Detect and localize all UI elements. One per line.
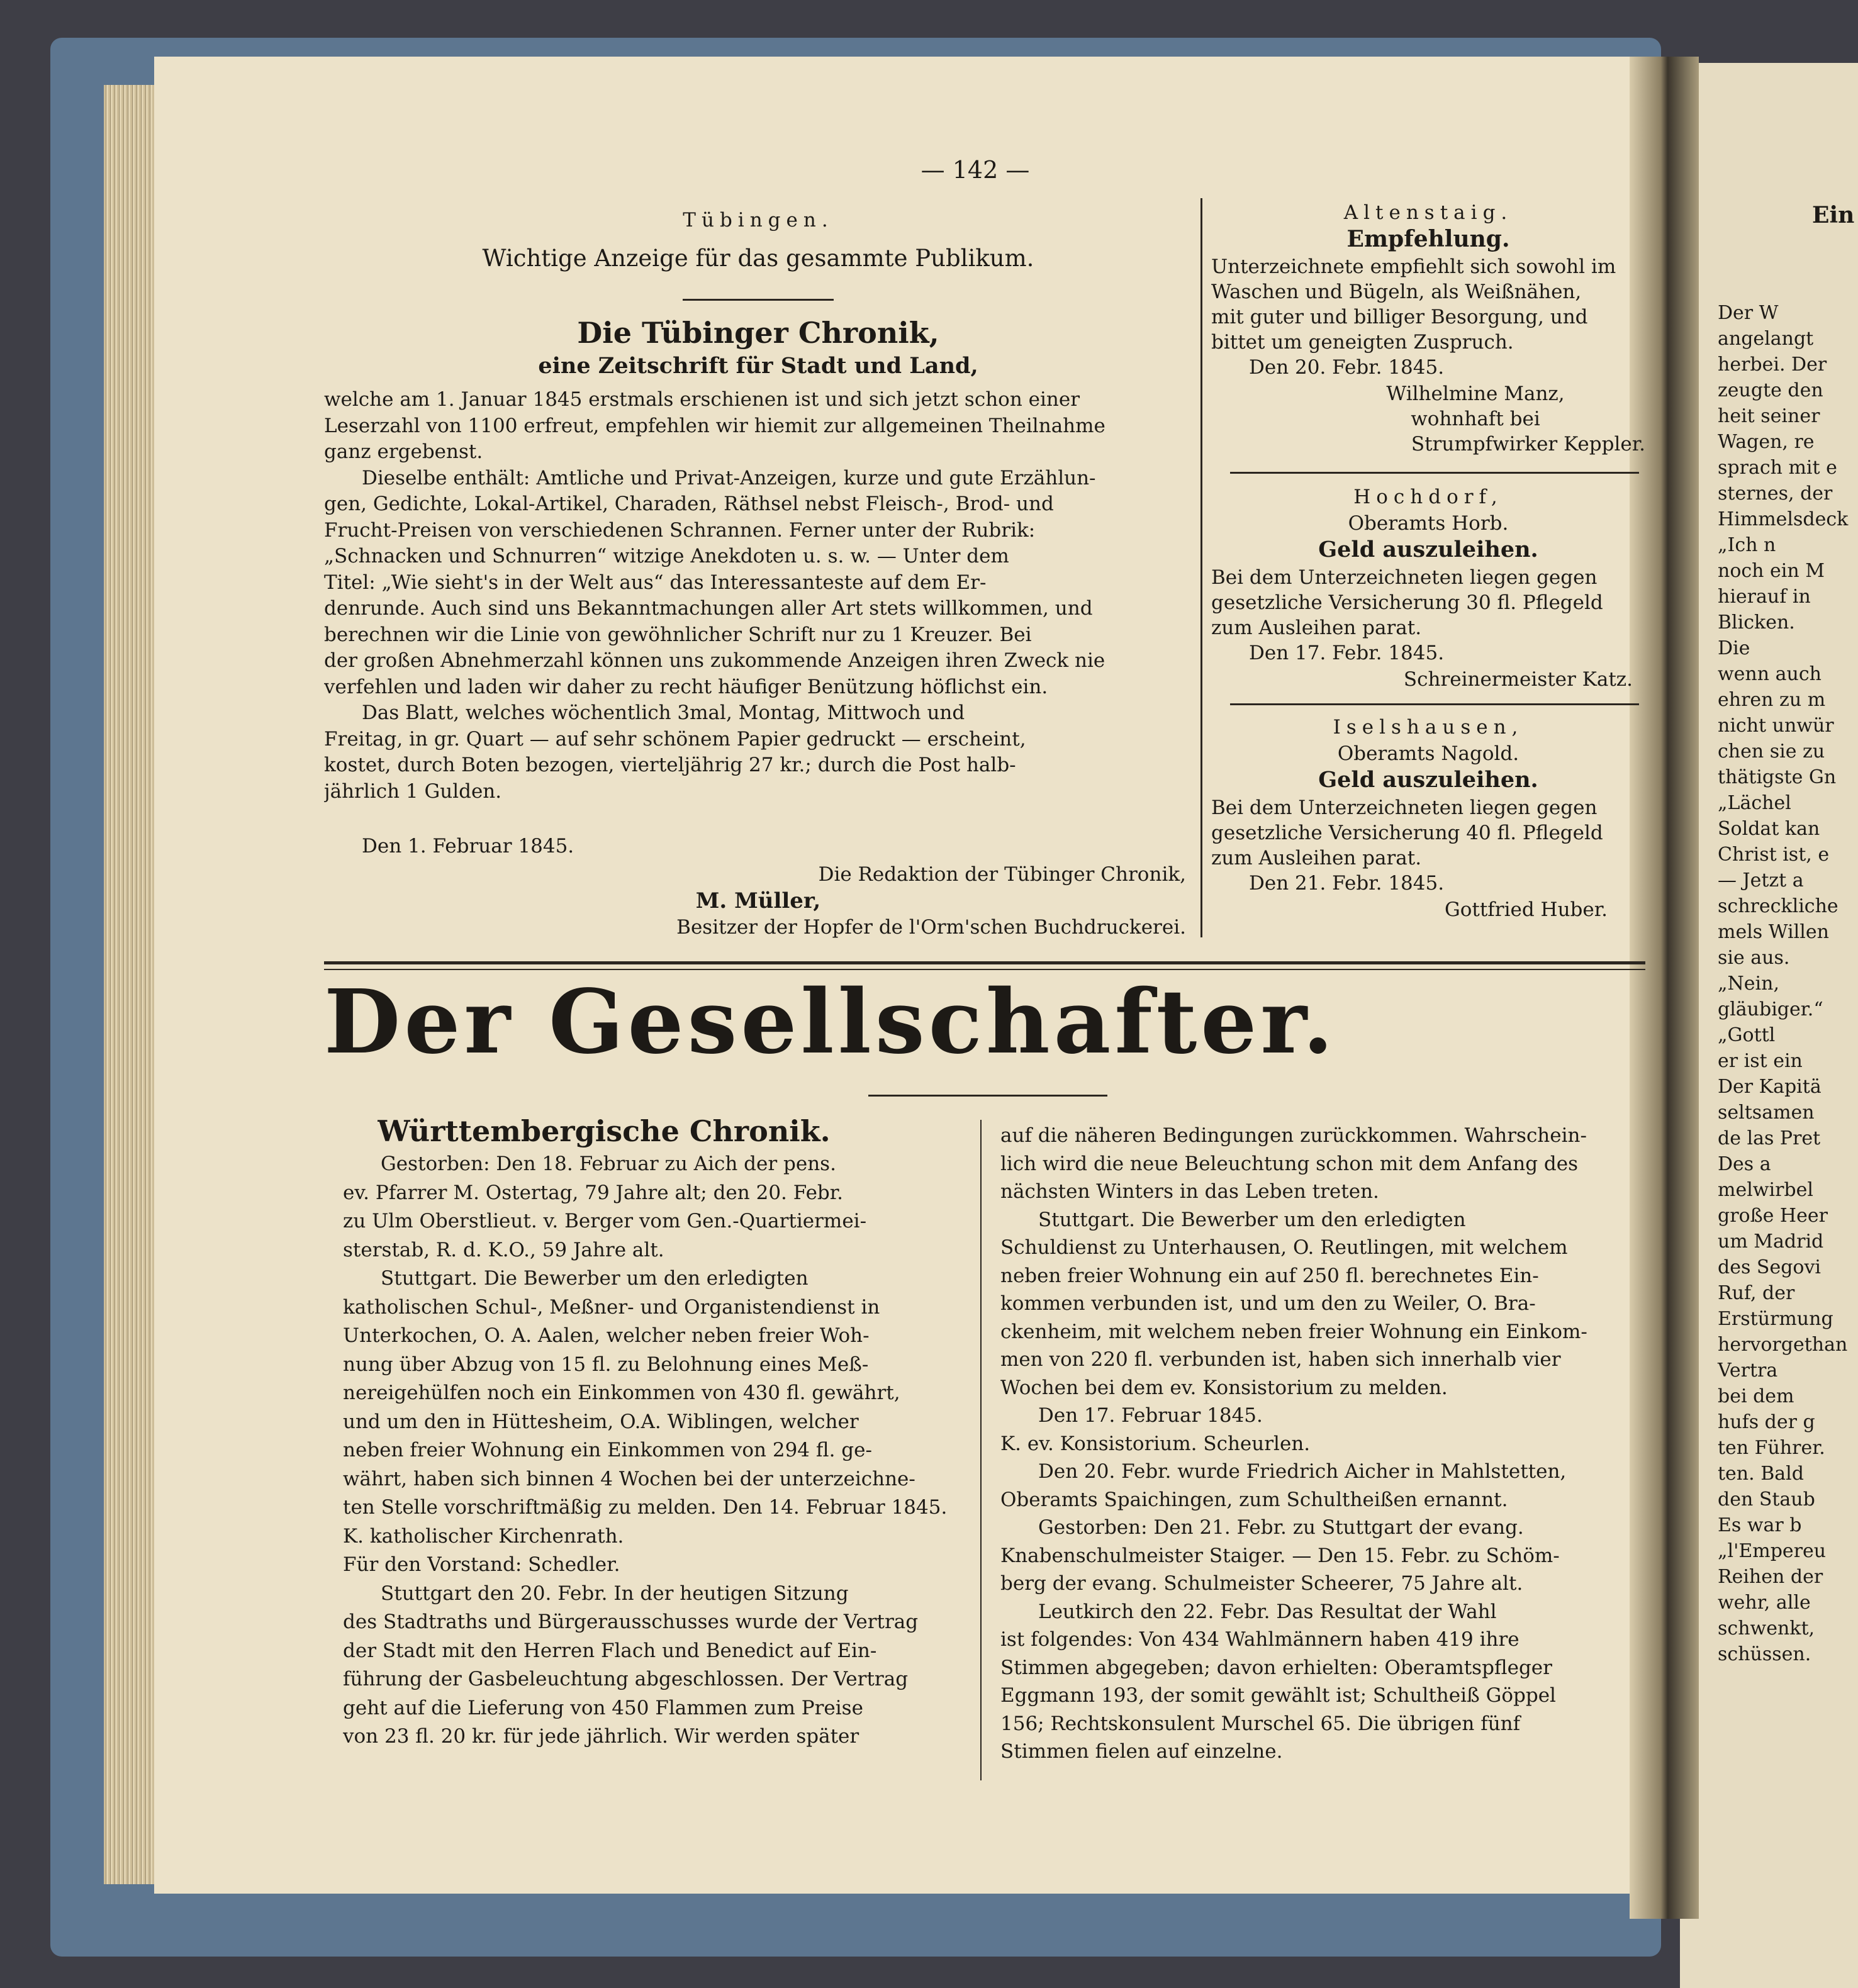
next-page-fragment: herbei. Der xyxy=(1718,354,1827,376)
chronik-text-line: Leutkirch den 22. Febr. Das Resultat der Wahl xyxy=(1038,1600,1497,1623)
chronik-text-line: sterstab, R. d. K.O., 59 Jahre alt. xyxy=(343,1238,664,1261)
tuebinger-chronik-ad xyxy=(324,208,1192,950)
next-page-fragment: schüssen. xyxy=(1718,1643,1811,1665)
next-page-fragment: hierauf in xyxy=(1718,586,1811,608)
chronik-text-line: Stuttgart den 20. Febr. In der heutigen Sitzung xyxy=(381,1582,849,1605)
next-page-fragment: Blicken. xyxy=(1718,611,1795,634)
ad3-heading: Geld auszuleihen. xyxy=(1318,768,1538,793)
ad-text-line: jährlich 1 Gulden. xyxy=(324,779,502,803)
next-page-fragment: den Staub xyxy=(1718,1488,1815,1511)
next-page-fragment: hufs der g xyxy=(1718,1411,1815,1433)
ad-text-line: welche am 1. Januar 1845 erstmals erschienen ist und sich jetzt schon einer xyxy=(324,388,1080,411)
next-page-fragment: melwirbel xyxy=(1718,1179,1813,1201)
next-page-fragment: ten Führer. xyxy=(1718,1437,1825,1459)
ad-signature-3: Besitzer der Hopfer de l'Orm'schen Buchdruckerei. xyxy=(676,916,1186,939)
next-page-fragment: mels Willen xyxy=(1718,921,1829,943)
ad-text-line: der großen Abnehmerzahl können uns zukommende Anzeigen ihren Zweck nie xyxy=(324,649,1105,672)
next-page-fragment: „Gottl xyxy=(1718,1024,1776,1046)
ad1-date: Den 20. Febr. 1845. xyxy=(1249,356,1445,379)
ad3-date: Den 21. Febr. 1845. xyxy=(1249,872,1445,895)
next-page-fragment: ehren zu m xyxy=(1718,689,1826,711)
ad-divider xyxy=(683,299,834,301)
chronik-text-line: nereigehülfen noch ein Einkommen von 430 fl. gewährt, xyxy=(343,1382,900,1404)
next-page-fragment: sie aus. xyxy=(1718,947,1790,969)
ad1-line: Waschen und Bügeln, als Weißnähen, xyxy=(1211,281,1582,303)
next-page-fragment: „l'Empereu xyxy=(1718,1540,1827,1562)
next-page-fragment: des Segovi xyxy=(1718,1256,1822,1278)
ad-subtitle: Wichtige Anzeige für das gesammte Publikum. xyxy=(482,245,1034,272)
next-page-fragment: Wagen, re xyxy=(1718,431,1815,453)
next-page-fragment: angelangt xyxy=(1718,328,1814,350)
chronik-text-line: der Stadt mit den Herren Flach und Benedict auf Ein- xyxy=(343,1639,877,1662)
next-page-fragment: Vertra xyxy=(1718,1360,1778,1382)
ad-text-line: Frucht-Preisen von verschiedenen Schrannen. Ferner unter der Rubrik: xyxy=(324,518,1036,542)
right-page-fragment xyxy=(1680,63,1858,1988)
ad-text-line: Freitag, in gr. Quart — auf sehr schönem Papier gedruckt — erscheint, xyxy=(324,727,1026,751)
next-page-fragment: gläubiger.“ xyxy=(1718,998,1823,1020)
ad-text-line: ganz ergebenst. xyxy=(324,440,483,463)
next-page-fragment: sternes, der xyxy=(1718,483,1833,505)
chronik-text-line: auf die näheren Bedingungen zurückkommen. Wahrschein- xyxy=(1000,1124,1587,1147)
ad2-date: Den 17. Febr. 1845. xyxy=(1249,642,1445,664)
masthead-rule-top xyxy=(324,961,1645,964)
next-page-fragment: — Jetzt a xyxy=(1718,869,1804,891)
chronik-text-line: 156; Rechtskonsulent Murschel 65. Die übrigen fünf xyxy=(1000,1712,1521,1735)
chronik-text-line: nächsten Winters in das Leben treten. xyxy=(1000,1180,1379,1203)
next-page-fragment: Christ ist, e xyxy=(1718,844,1830,866)
next-page-fragment: Der Kapitä xyxy=(1718,1076,1822,1098)
next-page-fragment: Soldat kan xyxy=(1718,818,1820,840)
ad2-line: gesetzliche Versicherung 30 fl. Pflegeld xyxy=(1211,591,1603,614)
chronik-text-line: Gestorben: Den 21. Febr. zu Stuttgart der evang. xyxy=(1038,1516,1524,1539)
next-page-fragment: thätigste Gn xyxy=(1718,766,1837,788)
chronik-text-line: Eggmann 193, der somit gewählt ist; Schultheiß Göppel xyxy=(1000,1684,1556,1707)
masthead-rule-bottom xyxy=(868,1095,1107,1097)
ad-text-line: kostet, durch Boten bezogen, vierteljährig 27 kr.; durch die Post halb- xyxy=(324,754,1016,776)
chronik-text-line: von 23 fl. 20 kr. für jede jährlich. Wir werden später xyxy=(343,1725,859,1748)
ad-date: Den 1. Februar 1845. xyxy=(362,835,574,857)
next-page-fragment: hervorgethan xyxy=(1718,1334,1848,1356)
chronik-text-line: Oberamts Spaichingen, zum Schultheißen ernannt. xyxy=(1000,1488,1508,1511)
ad-signature-1: Die Redaktion der Tübinger Chronik, xyxy=(818,863,1186,886)
ad2-sub: Oberamts Horb. xyxy=(1348,512,1509,535)
ad3-sub: Oberamts Nagold. xyxy=(1337,742,1519,765)
next-page-fragment: schwenkt, xyxy=(1718,1617,1815,1639)
ad3-sign: Gottfried Huber. xyxy=(1444,898,1608,921)
ad-subtitle2: eine Zeitschrift für Stadt und Land, xyxy=(538,354,978,379)
ad3-line: Bei dem Unterzeichneten liegen gegen xyxy=(1211,796,1598,819)
chronik-text-line: neben freier Wohnung ein auf 250 fl. berechnetes Ein- xyxy=(1000,1264,1539,1287)
chronik-text-line: ist folgendes: Von 434 Wahlmännern haben 419 ihre xyxy=(1000,1628,1519,1651)
chronik-text-line: Unterkochen, O. A. Aalen, welcher neben freier Woh- xyxy=(343,1324,870,1347)
chronik-text-line: men von 220 fl. verbunden ist, haben sich innerhalb vier xyxy=(1000,1348,1561,1371)
chronik-text-line: zu Ulm Oberstlieut. v. Berger vom Gen.-Quartiermei- xyxy=(343,1210,867,1232)
chronik-text-line: Stimmen abgegeben; davon erhielten: Oberamtspfleger xyxy=(1000,1656,1552,1679)
next-page-fragment: bei dem xyxy=(1718,1385,1794,1407)
ad-title: Die Tübinger Chronik, xyxy=(577,316,939,350)
chronik-text-line: Den 20. Febr. wurde Friedrich Aicher in Mahlstetten, xyxy=(1038,1460,1567,1483)
next-page-fragment: ten. Bald xyxy=(1718,1463,1804,1485)
ad-text-line: Das Blatt, welches wöchentlich 3mal, Montag, Mittwoch und xyxy=(362,701,965,724)
chronik-text-line: Schuldienst zu Unterhausen, O. Reutlingen, mit welchem xyxy=(1000,1236,1568,1259)
top-right-ads xyxy=(1211,200,1645,942)
chronik-text-line: ten Stelle vorschriftmäßig zu melden. Den 14. Februar 1845. xyxy=(343,1496,948,1519)
next-page-fragment: de las Pret xyxy=(1718,1127,1821,1149)
next-page-fragment: heit seiner xyxy=(1718,405,1820,427)
chronik-text-line: führung der Gasbeleuchtung abgeschlossen. Der Vertrag xyxy=(343,1668,909,1690)
ad2-heading: Geld auszuleihen. xyxy=(1318,537,1538,562)
chronik-text-line: geht auf die Lieferung von 450 Flammen zum Preise xyxy=(343,1696,863,1719)
ad1-line: bittet um geneigten Zuspruch. xyxy=(1211,331,1514,354)
chronik-text-line: ckenheim, mit welchem neben freier Wohnung ein Einkom- xyxy=(1000,1320,1587,1343)
next-page-fragment: Des a xyxy=(1718,1153,1771,1175)
chronik-heading: Württembergische Chronik. xyxy=(378,1114,831,1148)
next-page-fragment: Himmelsdeck xyxy=(1718,508,1849,530)
chronik-text-line: Für den Vorstand: Schedler. xyxy=(343,1553,620,1576)
next-page-fragment: Es war b xyxy=(1718,1514,1802,1536)
chronik-text-line: Stimmen fielen auf einzelne. xyxy=(1000,1740,1283,1763)
next-page-fragment: Reihen der xyxy=(1718,1566,1823,1588)
ad-signature-2: M. Müller, xyxy=(695,888,821,913)
chronik-text-line: lich wird die neue Beleuchtung schon mit dem Anfang des xyxy=(1000,1152,1579,1175)
ad1-place: Altenstaig. xyxy=(1343,201,1513,224)
chronik-text-line: Den 17. Februar 1845. xyxy=(1038,1404,1263,1427)
ad2-sign: Schreinermeister Katz. xyxy=(1403,668,1633,691)
ad3-line: gesetzliche Versicherung 40 fl. Pflegeld xyxy=(1211,822,1603,844)
ad1-line: Unterzeichnete empfiehlt sich sowohl im xyxy=(1211,255,1616,278)
next-page-fragment: er ist ein xyxy=(1718,1050,1803,1072)
next-page-fragment: Ein xyxy=(1812,202,1855,228)
next-page-fragment: wenn auch xyxy=(1718,663,1822,685)
chronik-text-line: Wochen bei dem ev. Konsistorium zu melden. xyxy=(1000,1376,1448,1399)
ad1-sign: wohnhaft bei xyxy=(1411,408,1540,430)
next-page-fragment: schreckliche xyxy=(1718,895,1838,917)
chronik-text-line: des Stadtraths und Bürgerausschusses wurde der Vertrag xyxy=(343,1611,919,1633)
ad-separator xyxy=(1230,703,1639,705)
ad-text-line: Dieselbe enthält: Amtliche und Privat-Anzeigen, kurze und gute Erzählun- xyxy=(362,466,1096,489)
ad-text-line: denrunde. Auch sind uns Bekanntmachungen aller Art stets willkommen, und xyxy=(324,597,1093,620)
next-page-fragment: „Ich n xyxy=(1718,534,1776,556)
chronik-text-line: katholischen Schul-, Meßner- und Organistendienst in xyxy=(343,1295,880,1319)
ad2-line: zum Ausleihen parat. xyxy=(1211,617,1422,639)
page-edges xyxy=(104,85,160,1884)
ad3-place: Iselshausen, xyxy=(1333,716,1524,739)
ad1-heading: Empfehlung. xyxy=(1346,226,1510,252)
ad-text-line: gen, Gedichte, Lokal-Artikel, Charaden, Räthsel nebst Fleisch-, Brod- und xyxy=(324,493,1054,515)
next-page-fragment: um Madrid xyxy=(1718,1231,1824,1253)
chronik-text-line: Knabenschulmeister Staiger. — Den 15. Febr. zu Schöm- xyxy=(1000,1544,1560,1567)
next-page-fragment: noch ein M xyxy=(1718,560,1825,582)
chronik-text-line: Stuttgart. Die Bewerber um den erledigten xyxy=(1038,1208,1466,1231)
next-page-fragment: große Heer xyxy=(1718,1205,1828,1227)
chronik-text-line: ev. Pfarrer M. Ostertag, 79 Jahre alt; den 20. Febr. xyxy=(343,1181,844,1204)
next-page-fragment: chen sie zu xyxy=(1718,740,1825,762)
chronik-text-line: K. katholischer Kirchenrath. xyxy=(343,1524,624,1548)
page-number: — 142 — xyxy=(921,157,1030,182)
chronik-text-line: berg der evang. Schulmeister Scheerer, 75 Jahre alt. xyxy=(1000,1572,1523,1595)
next-page-fragment: sprach mit e xyxy=(1718,457,1837,479)
newspaper-masthead: Der Gesellschafter. xyxy=(323,971,1338,1074)
chronik-text-line: Gestorben: Den 18. Februar zu Aich der pens. xyxy=(381,1153,836,1175)
ad1-sign: Wilhelmine Manz, xyxy=(1386,383,1565,405)
chronik-text-line: und um den in Hüttesheim, O.A. Wiblingen, welcher xyxy=(343,1410,859,1433)
next-page-fragment: Der W xyxy=(1718,302,1779,324)
chronik-left-column xyxy=(343,1151,966,1768)
chronik-text-line: nung über Abzug von 15 fl. zu Belohnung eines Meß- xyxy=(343,1353,869,1376)
next-page-fragment: nicht unwür xyxy=(1718,715,1834,737)
ad-text-line: berechnen wir die Linie von gewöhnlicher Schrift nur zu 1 Kreuzer. Bei xyxy=(324,623,1032,646)
chronik-right-column xyxy=(1000,1123,1642,1765)
ad-text-line: Titel: „Wie sieht's in der Welt aus“ das Interessanteste auf dem Er- xyxy=(324,571,987,594)
chronik-text-line: neben freier Wohnung ein Einkommen von 294 fl. ge- xyxy=(343,1439,872,1461)
next-page-fragment: wehr, alle xyxy=(1718,1592,1811,1614)
chronik-text-line: Stuttgart. Die Bewerber um den erledigten xyxy=(381,1267,809,1290)
next-page-fragment: zeugte den xyxy=(1718,379,1823,401)
ad3-line: zum Ausleihen parat. xyxy=(1211,847,1422,869)
ad1-line: mit guter und billiger Besorgung, und xyxy=(1211,306,1588,328)
chronik-column-rule xyxy=(980,1120,982,1780)
ad1-sign: Strumpfwirker Keppler. xyxy=(1411,433,1645,455)
next-page-fragment: seltsamen xyxy=(1718,1102,1815,1124)
ad2-place: Hochdorf, xyxy=(1353,486,1503,508)
column-rule xyxy=(1200,198,1202,937)
ad-text-line: verfehlen und laden wir daher zu recht häufiger Benützung höflichst ein. xyxy=(324,675,1048,698)
chronik-text-line: währt, haben sich binnen 4 Wochen bei der unterzeichne- xyxy=(343,1467,915,1490)
next-page-fragment: Die xyxy=(1718,637,1750,659)
ad2-line: Bei dem Unterzeichneten liegen gegen xyxy=(1211,566,1598,589)
ad-text-line: Leserzahl von 1100 erfreut, empfehlen wir hiemit zur allgemeinen Theilnahme xyxy=(324,414,1105,437)
next-page-fragment: „Lächel xyxy=(1718,792,1791,814)
ad-place: Tübingen. xyxy=(683,209,834,232)
next-page-fragment: „Nein, xyxy=(1718,973,1779,995)
next-page-fragment: Erstürmung xyxy=(1718,1308,1833,1330)
ad-separator xyxy=(1230,472,1639,474)
chronik-text-line: kommen verbunden ist, und um den zu Weiler, O. Bra- xyxy=(1000,1292,1536,1315)
next-page-fragment: Ruf, der xyxy=(1718,1282,1795,1304)
chronik-text-line: K. ev. Konsistorium. Scheurlen. xyxy=(1000,1432,1311,1455)
ad-text-line: „Schnacken und Schnurren“ witzige Anekdoten u. s. w. — Unter dem xyxy=(324,545,1009,567)
